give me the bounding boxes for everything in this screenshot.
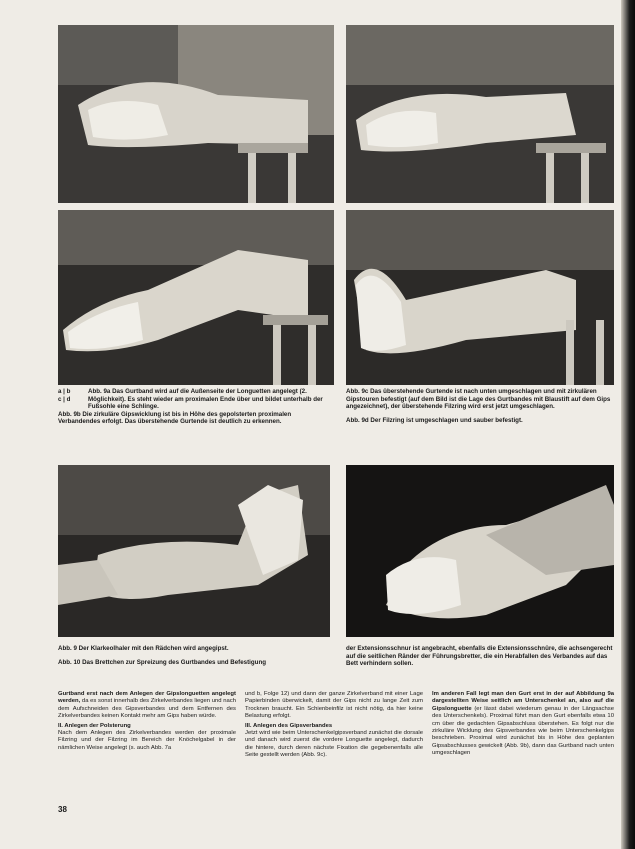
photo-9c [58,210,334,385]
figure-key: a | b c | d [58,388,71,403]
body-column-3 [432,691,614,758]
page-edge-shadow [621,0,635,849]
body-bold-text: Im anderen Fall legt man den Gurt erst in der auf Abbildung 9a dargestellten Weise seitlich am Unterschenkel an, also auf die Gipslonguette [432,691,614,712]
body-text: (er lässt dabei wiederum genau in der Längsachse des Unterschenkels). Proximal führt man den Gurt ebenfalls etwa 10 cm über die gedachten Gipsabschluss überstehen. Es folgt nur die zirkuläre Wicklung des Gipsverbandes wie beim Unterschenkelgips beschrieben. Proximal wird zunächst bis in Höhe des geplanten Gipsabschlusses gewickelt (Abb. 9b), dann das Gurtband nach unten umgeschlagen [432,705,614,757]
section-heading: II. Anlegen der Polsterung [58,722,131,729]
caption-label: Abb. 9d [346,416,369,424]
caption-label: Abb. 9 [58,645,77,652]
photo-10-image [346,465,614,637]
photo-9b-image [346,25,614,203]
photo-9 [58,465,330,637]
caption-9c-9d [346,388,614,424]
photo-9d [346,210,614,385]
caption-9a-9b [58,388,334,426]
body-text: Nach dem Anlegen des Zirkelverbandes werden der proximale Filzring und der Filzring im Bereich der Knöchelgabel in der nämlichen Weise angelegt (s. auch Abb. 7a [58,730,236,751]
body-column-1 [58,691,236,752]
body-column-2 [245,691,423,760]
caption-text: Das Brettchen zur Spreizung des Gurtbandes und Befestigung [82,658,267,666]
photo-9b [346,25,614,203]
caption-text: Das Gurtband wird auf die Außenseite der Longuetten angelegt (2. Möglichkeit). Es steht wieder am proximalen Ende über und bildet unterhalb der Fußsohle eine Schlinge. [88,388,323,411]
caption-label: Abb. 10 [58,658,81,666]
photo-9a-image [58,25,334,203]
caption-text: Der Filzring ist umgeschlagen und sauber befestigt. [370,416,523,424]
photo-10 [346,465,614,637]
caption-text: Die zirkuläre Gipswicklung ist bis in Höhe des gepolsterten proximalen Verbandendes erfolgt. Das überstehende Gurtende ist deutlich zu erkennen. [58,410,292,426]
body-text: da es sonst innerhalb des Zirkelverbandes liegen und nach dem Aufschneiden des Gipsverbandes und dem Entfernen des Zirkelverbandes keinen Kontakt mehr am Gips haben würde. [58,698,236,720]
caption-9-10 [58,645,334,666]
caption-text: der Extensionsschnur ist angebracht, ebenfalls die Extensionsschnüre, die achsengerecht auf die seitlichen Ränder der Führungsbretter, die ein Herabfallen des Verbandes auf das Bett verhindern sollen. [346,645,613,668]
photo-9c-image [58,210,334,385]
body-bold-text: Gurtband erst nach dem Anlegen der Gipslonguetten angelegt werden, [58,691,236,705]
photo-9-image [58,465,330,637]
caption-text: Der Klarkeolhaler mit den Rädchen wird angegipst. [78,645,229,652]
page-number: 38 [58,805,67,814]
body-text: Jetzt wird wie beim Unterschenkelgipsverband zunächst die dorsale und danach wird zuerst die vordere Longuette angelegt, dadurch die hintere, durch deren nächste Fixation die gegebenenfalls alle Seite gestellt werden (Abb. 9c). [245,730,423,759]
caption-label: Abb. 9c [346,388,369,395]
photo-9d-image [346,210,614,385]
section-heading: III. Anlegen des Gipsverbandes [245,722,333,729]
caption-label: Abb. 9a [88,388,111,395]
caption-10-continued [346,645,614,668]
photo-9a [58,25,334,203]
caption-label: Abb. 9b [58,410,81,418]
body-text: und b, Folge 12) und dann der ganze Zirkelverband mit einer Lage Papierbinden überwickelt, damit der Gips nicht zu lange Zeit zum Trocknen braucht. Ein Schienbeinfilz ist nicht nötig, da hier keine Belastung erfolgt. [245,691,423,720]
caption-text: Das überstehende Gurtende ist nach unten umgeschlagen und mit zirkulären Gipstouren befestigt (auf dem Bild ist die Lage des Gurtbandes mit Blaustift auf dem Gips angezeichnet), der überstehende Filzring wird erst jetzt umgeschlagen. [346,388,611,411]
